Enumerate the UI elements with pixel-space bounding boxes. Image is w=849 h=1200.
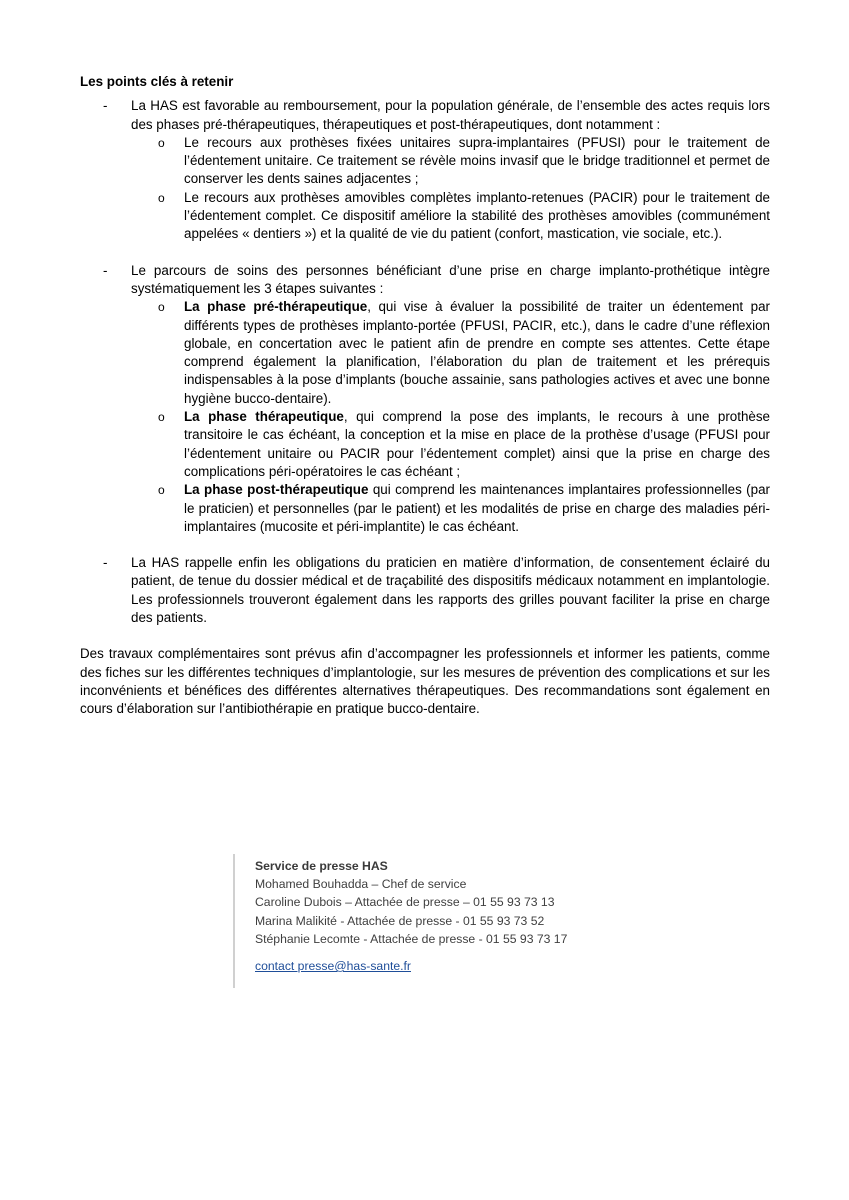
circle-bullet: o [158, 300, 165, 315]
phase-title: La phase thérapeutique [184, 409, 344, 425]
press-contact-block [233, 854, 567, 988]
key-point-text: La HAS rappelle enfin les obligations du praticien en matière d’information, de consentement éclairé du patient, de tenue du dossier médical et de traçabilité des dispositifs médicaux notamment en implantologie. Les professionnels trouveront également dans les rapports des grilles pouvant faciliter la prise en charge des patients. [131, 555, 770, 626]
phase-text: , qui comprend la pose des implants, le recours à une prothèse transitoire le cas échéant, la conception et la mise en place de la prothèse d’usage (PFUSI pour l’édentement unitaire ou PACIR pour l’édentement complet) ainsi que la prise en charge des complications péri-opératoires le cas échéant ; [184, 409, 770, 479]
phase-post-therapeutic [131, 481, 770, 536]
key-point-text: Le parcours de soins des personnes bénéficiant d’une prise en charge implanto-prothétique intègre systématiquement les 3 étapes suivantes : [131, 262, 770, 296]
circle-bullet: o [158, 410, 165, 425]
press-title: Service de presse HAS [255, 859, 388, 873]
key-point-obligations [80, 554, 770, 627]
circle-bullet: o [158, 190, 165, 205]
press-line-dubois: Caroline Dubois – Attachée de presse – 01 55 93 73 13 [255, 895, 555, 910]
sub-item-pfusi [131, 134, 770, 189]
key-points-list [80, 97, 770, 627]
dash-bullet: - [103, 262, 108, 278]
phase-text: , qui vise à évaluer la possibilité de traiter un édentement par différents types de prothèses implanto-portée (PFUSI, PACIR, etc.), dans le cadre d’une réflexion globale, en concertation avec le patient afin de prendre en compte ses attentes. Cette étape comprend également la planification, l’élaboration du plan de traitement et les prérequis indispensables à la pose d’implants (bouche assainie, sans pathologies actives et avec une bonne hygiène bucco-dentaire). [184, 299, 770, 406]
sub-item-pacir [131, 189, 770, 244]
key-point-text: La HAS est favorable au remboursement, pour la population générale, de l’ensemble des actes requis lors des phases pré-thérapeutiques, thérapeutiques et post-thérapeutiques, dont notamment : [131, 98, 770, 132]
phase-therapeutic [131, 408, 770, 481]
key-point-reimbursement [80, 97, 770, 243]
press-line-head: Mohamed Bouhadda – Chef de service [255, 877, 467, 892]
press-line-lecomte: Stéphanie Lecomte - Attachée de presse - 01 55 93 73 17 [255, 931, 568, 946]
closing-paragraph: Des travaux complémentaires sont prévus afin d’accompagner les professionnels et informer les patients, comme des fiches sur les différentes techniques d’implantologie, sur les mesures de prévention des complications et sur les inconvénients et bénéfices des différentes alternatives thérapeutiques. Des recommandations sont également en cours d’élaboration sur l’antibiothérapie en pratique bucco-dentaire. [80, 646, 770, 717]
sub-item-text: Le recours aux prothèses fixées unitaires supra-implantaires (PFUSI) pour le traitement de l’édentement unitaire. Ce traitement se révèle moins invasif que le bridge traditionnel et permet de conserver les dents saines adjacentes ; [184, 134, 770, 187]
press-line-malikite: Marina Malikité - Attachée de presse - 01 55 93 73 52 [255, 913, 545, 928]
circle-bullet: o [158, 135, 165, 150]
phase-list [131, 298, 770, 536]
dash-bullet: - [103, 555, 108, 571]
phase-pre-therapeutic [131, 298, 770, 408]
circle-bullet: o [158, 483, 165, 498]
phase-title: La phase pré-thérapeutique [184, 299, 368, 315]
section-title: Les points clés à retenir [80, 74, 234, 89]
sub-item-text: Le recours aux prothèses amovibles complètes implanto-retenues (PACIR) pour le traitement de l’édentement complet. Ce dispositif améliore la stabilité des prothèses amovibles (communément appelées « dentiers ») et la qualité de vie du patient (confort, mastication, vie sociale, etc.). [184, 189, 770, 242]
phase-text: qui comprend les maintenances implantaires professionnelles (par le praticien) et personnelles (par le patient) et les modalités de prise en charge des maladies péri-implantaires (mucosite et péri-implantite) le cas échéant. [184, 482, 771, 534]
sub-list [131, 134, 770, 244]
document-body [80, 73, 770, 732]
press-email-link[interactable]: contact presse@has-sante.fr [255, 959, 411, 974]
phase-title: La phase post-thérapeutique [184, 482, 369, 498]
dash-bullet: - [103, 98, 108, 114]
key-point-care-pathway [80, 262, 770, 536]
